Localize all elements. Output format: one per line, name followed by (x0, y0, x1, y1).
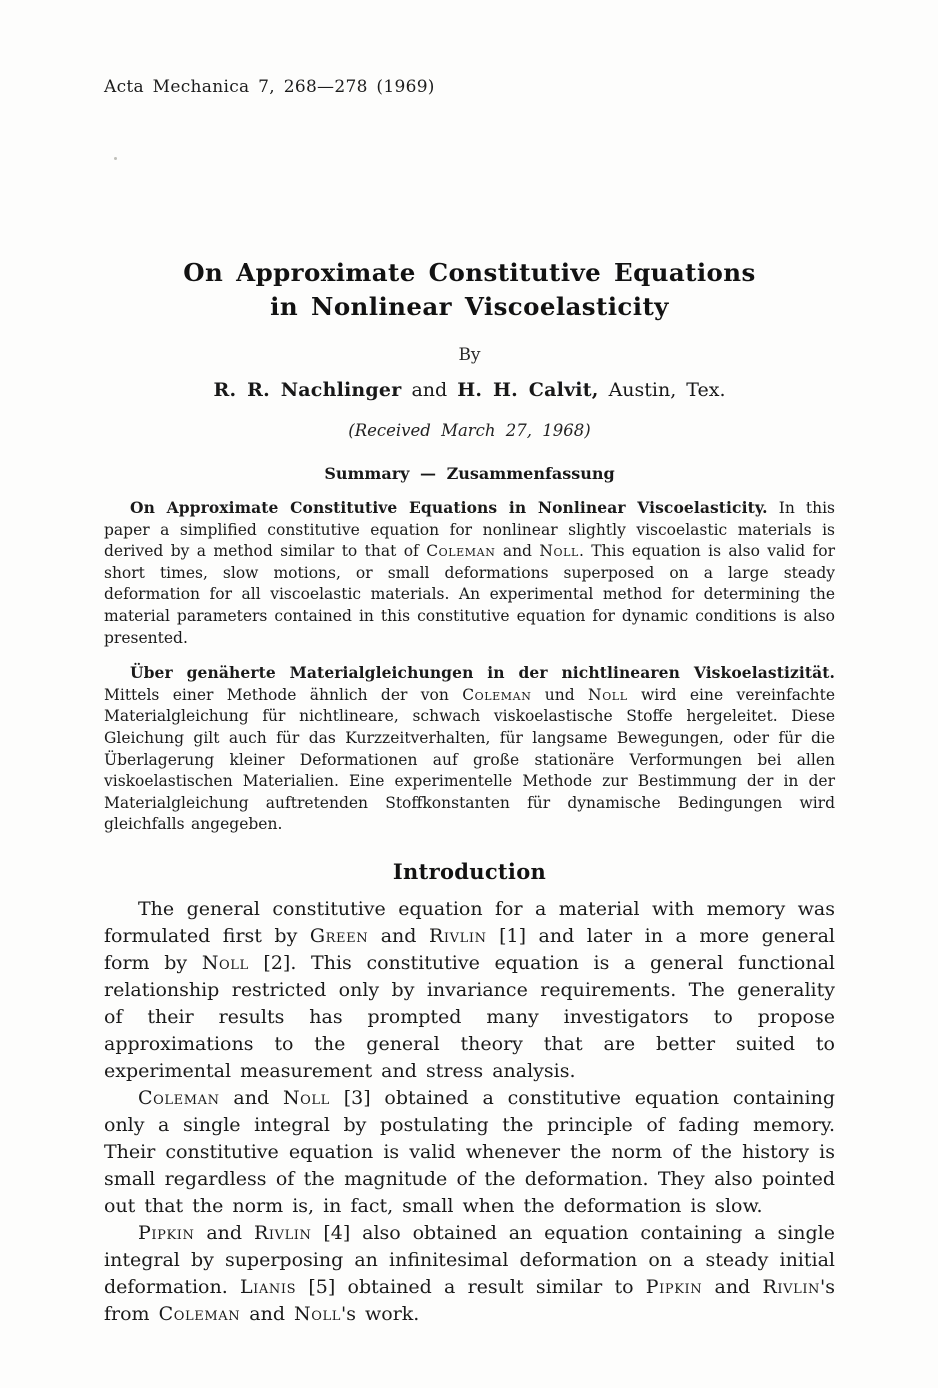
summary-german-lead: Über genäherte Materialgleichungen in der nichtlinearen Viskoelastizität. (130, 663, 835, 683)
authors-and: and (411, 379, 448, 401)
text-column (104, 76, 835, 1328)
received-line: (Received March 27, 1968) (348, 421, 591, 440)
summary-heading: Summary — Zusammenfassung (324, 464, 615, 483)
author-1: R. R. Nachlinger (213, 379, 402, 401)
paper-title (104, 256, 835, 324)
title-line-2: in Nonlinear Viscoelasticity (270, 292, 669, 321)
summary-english-text: In this paper a simplified constitutive equation for nonlinear slightly viscoelastic materials is derived by a method similar to that of Coleman and Noll. This equation is also valid for short times, slow motions, or small deformations superposed on a large steady deformation for all viscoelastic materials. An experimental method for determining the material parameters contained in this constitutive equation for dynamic conditions is also presented. (104, 499, 836, 647)
byline: By (458, 345, 481, 365)
intro-paragraph-2: Coleman and Noll [3] obtained a constitutive equation containing only a single integral by postulating the principle of fading memory. Their constitutive equation is valid whenever the norm of the history is small regardless of the magnitude of the deformation. They also pointed out that the norm is, in fact, small when the deformation is slow. (104, 1086, 835, 1217)
title-line-1: On Approximate Constitutive Equations (183, 258, 756, 287)
intro-paragraph-1: The general constitutive equation for a material with memory was formulated first by Green and Rivlin [1] and later in a more general form by Noll [2]. This constitutive equation is a general functional relationship restricted only by invariance requirements. The generality of their results has prompted many investigators to propose approximations to the general theory that are better suited to experimental measurement and stress analysis. (104, 897, 835, 1082)
summary-english (104, 497, 835, 649)
section-heading-introduction: Introduction (392, 858, 547, 884)
summary-german-text: Mittels einer Methode ähnlich der von Coleman und Noll wird eine vereinfachte Materialgleichung für nichtlineare, schwach viskoelastische Stoffe hergeleitet. Diese Gleichung gilt auch für das Kurzzeitverhalten, für langsame Bewegungen, oder für die Überlagerung kleiner Deformationen auf große stationäre Verformungen bei allen viskoelastischen Materialien. Eine experimentelle Methode zur Bestimmung der in der Materialgleichung auftretenden Stoffkonstanten für dynamische Bedingungen wird gleichfalls angegeben. (104, 685, 835, 834)
affiliation: Austin, Tex. (608, 379, 726, 401)
authors-line (104, 377, 835, 403)
author-2: H. H. Calvit, (457, 379, 599, 401)
summary-german (104, 662, 835, 836)
journal-header: Acta Mechanica 7, 268—278 (1969) (104, 77, 435, 97)
intro-paragraph-3: Pipkin and Rivlin [4] also obtained an equation containing a single integral by superposing an infinitesimal deformation on a steady initial deformation. Lianis [5] obtained a result similar to Pipkin and Rivlin's from Coleman and Noll's work. (104, 1221, 836, 1325)
summary-english-lead: On Approximate Constitutive Equations in Nonlinear Viscoelasticity. (130, 498, 768, 517)
